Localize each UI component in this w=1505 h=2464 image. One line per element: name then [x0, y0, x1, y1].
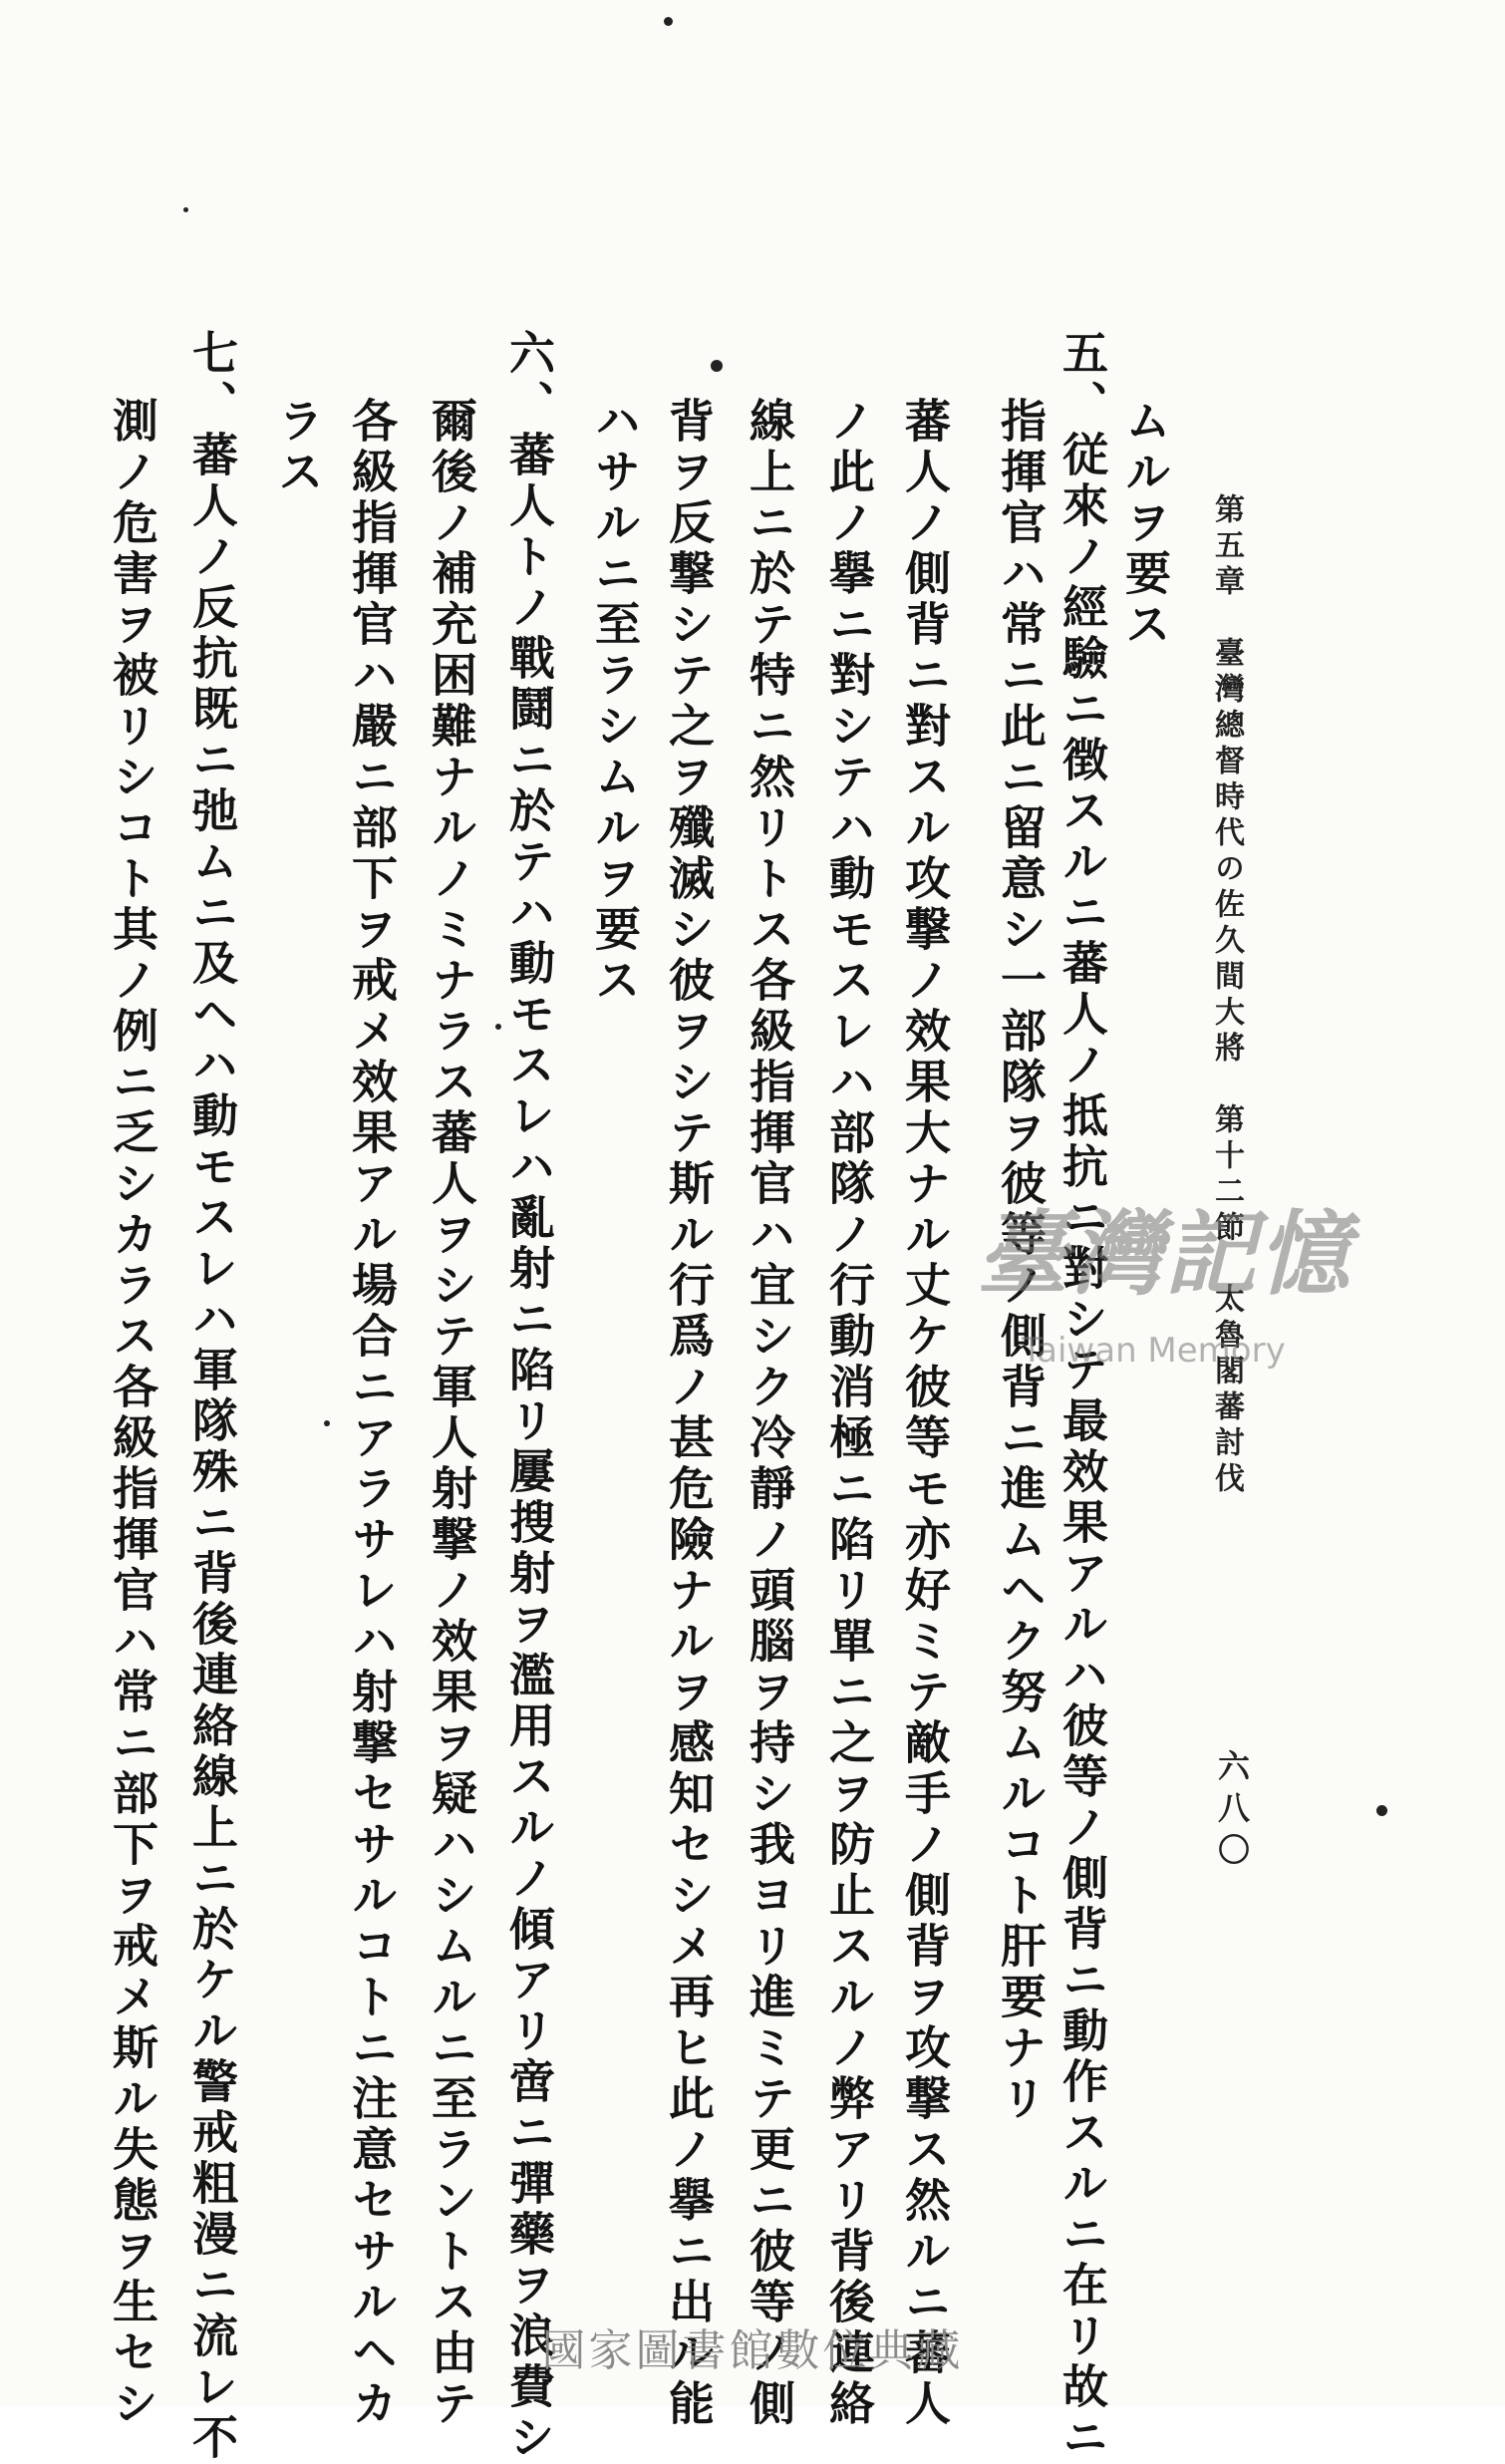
- text-column-6: 線上ニ於テ特ニ然リトス各級指揮官ハ宜シク冷靜ノ頭腦ヲ持シ我ヨリ進ミテ更ニ彼等ノ側: [743, 397, 796, 2430]
- taiwan-memory-watermark: [977, 1181, 1353, 1381]
- text-column-9: 六、蕃人トノ戰鬪ニ於テハ動モスレハ亂射ニ陷リ屢搜射ヲ濫用スルノ傾アリ啻ニ彈藥ヲ浪費シ: [502, 329, 556, 2464]
- text-column-12: ラス: [271, 397, 325, 498]
- watermark-chinese-text: 臺灣記憶: [977, 1200, 1353, 1308]
- text-column-3: 指揮官ハ常ニ此ニ留意シ一部隊ヲ彼等ノ側背ニ進ムヘク努ムルコト肝要ナリ: [994, 397, 1048, 2125]
- text-column-2: 五、従來ノ經驗ニ徴スルニ蕃人ノ抵抗ニ對シテ最效果アルハ彼等ノ側背ニ動作スルニ在リ故ニ: [1055, 329, 1109, 2464]
- scan-speck: [664, 17, 673, 26]
- text-column-1: ムルヲ要ス: [1118, 397, 1172, 651]
- text-column-10: 爾後ノ補充困難ナルノミナラス蕃人ヲシテ軍人射撃ノ效果ヲ疑ハシムルニ至ラントス由テ: [425, 397, 478, 2430]
- running-title: 第五章 臺灣總督時代の佐久間大將 第十二節 太魯閣蕃討伐: [1209, 493, 1244, 1498]
- watermark-english-text: Taiwan Memory: [1022, 1331, 1286, 1371]
- scan-speck: [495, 1024, 501, 1030]
- scan-speck: [711, 360, 723, 372]
- text-column-13: 七、蕃人ノ反抗既ニ弛ムニ及ヘハ動モスレハ軍隊殊ニ背後連絡線上ニ於ケル警戒粗漫ニ流レ不: [185, 329, 239, 2464]
- scan-speck: [324, 1420, 330, 1426]
- text-column-8: ハサルニ至ラシムルヲ要ス: [588, 397, 642, 1007]
- text-column-4: 蕃人ノ側背ニ對スル攻撃ノ效果大ナル丈ケ彼等モ亦好ミテ敵手ノ側背ヲ攻撃ス然ルニ蕃人: [898, 397, 952, 2430]
- text-column-7: 背ヲ反撃シテ之ヲ殲滅シ彼ヲシテ斯ル行爲ノ甚危險ナルヲ感知セシメ再ヒ此ノ擧ニ出ル能: [662, 397, 716, 2430]
- library-footer: 國家圖書館數位典藏: [541, 2325, 964, 2376]
- scan-speck: [183, 207, 188, 212]
- text-column-5: ノ此ノ擧ニ對シテハ動モスレハ部隊ノ行動消極ニ陷リ單ニ之ヲ防止スルノ弊アリ背後連絡: [822, 397, 876, 2430]
- text-column-14: 測ノ危害ヲ被リシコト其ノ例ニ乏シカラス各級指揮官ハ常ニ部下ヲ戒メ斯ル失態ヲ生セシ: [106, 397, 159, 2430]
- page-number: 六八〇: [1213, 1749, 1251, 1875]
- text-column-11: 各級指揮官ハ嚴ニ部下ヲ戒メ效果アル場合ニアラサレハ射撃セサルコトニ注意セサルヘカ: [345, 397, 399, 2430]
- scan-speck: [1376, 1805, 1387, 1816]
